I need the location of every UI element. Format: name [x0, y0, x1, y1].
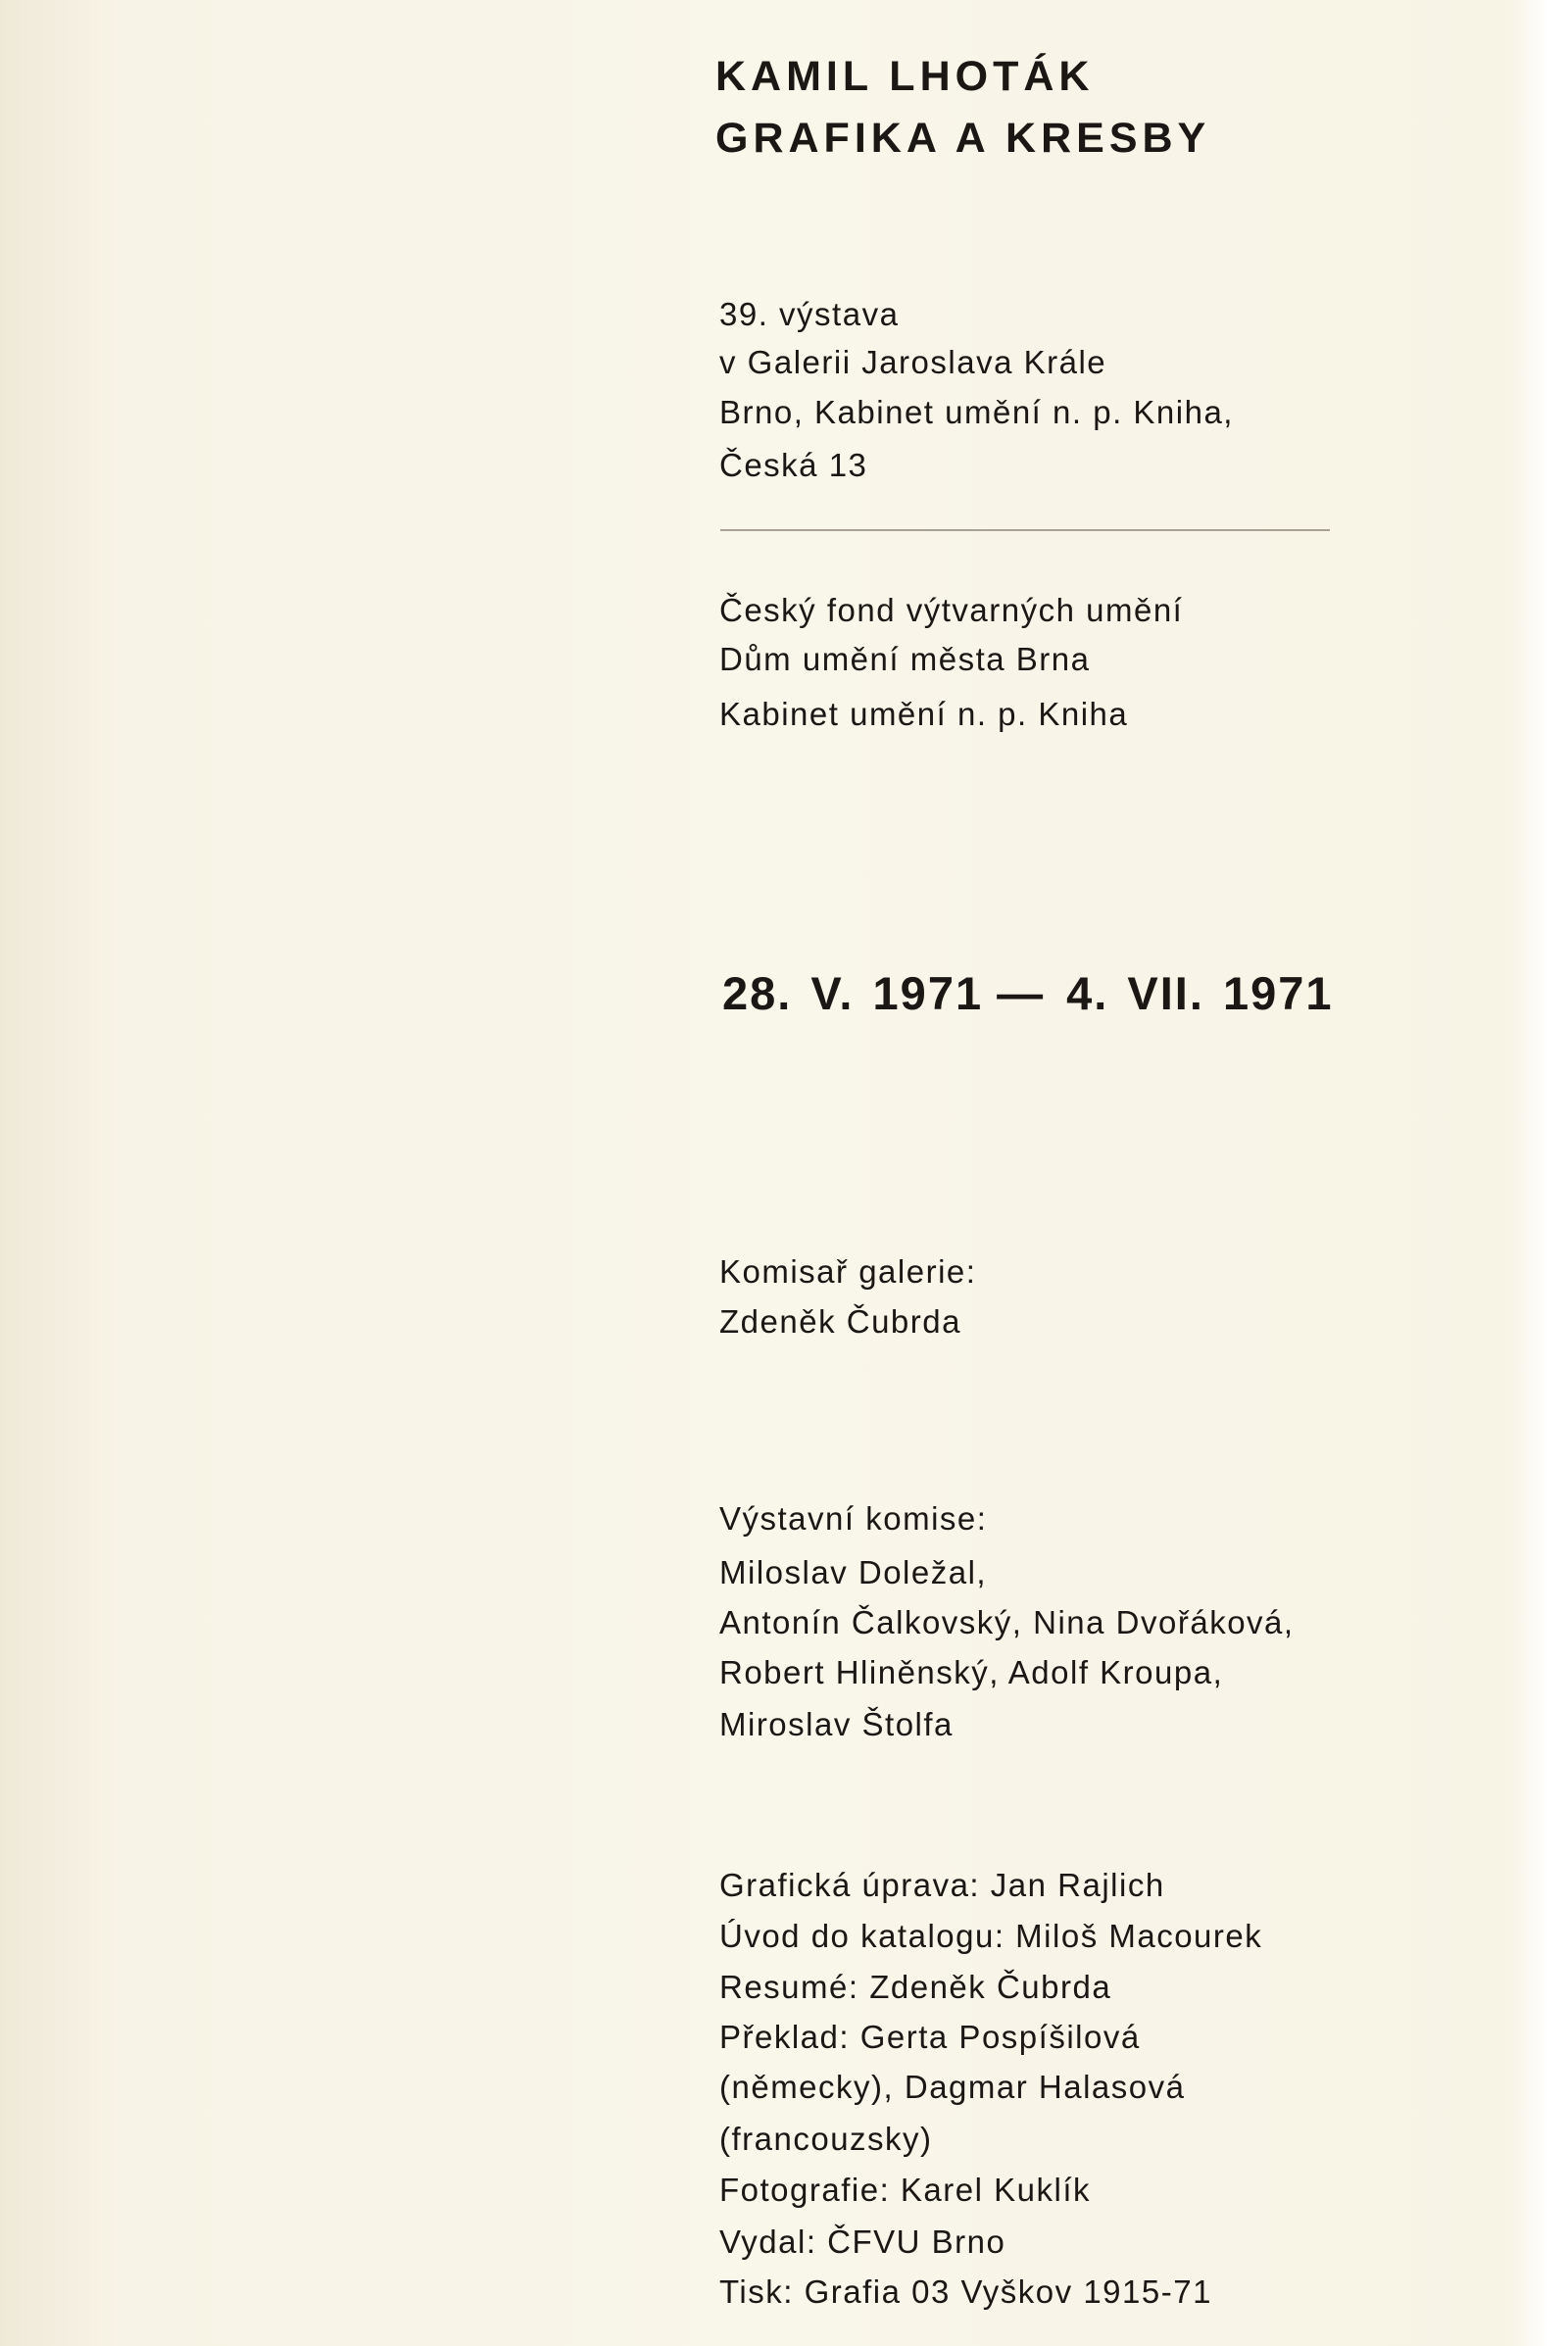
organizer-line: Kabinet umění n. p. Kniha — [719, 696, 1129, 732]
committee-line: Miroslav Štolfa — [719, 1706, 954, 1742]
committee-line: Robert Hliněnský, Adolf Kroupa, — [719, 1654, 1224, 1690]
exhibition-line: Brno, Kabinet umění n. p. Kniha, — [719, 394, 1234, 430]
commissioner-name: Zdeněk Čubrda — [719, 1303, 961, 1340]
date-separator: — — [997, 967, 1046, 1019]
date-start: 28. V. 1971 — [722, 967, 984, 1019]
credit-line: Překlad: Gerta Pospíšilová — [719, 2019, 1141, 2055]
credit-line: Úvod do katalogu: Miloš Macourek — [719, 1918, 1263, 1954]
committee-line: Miloslav Doležal, — [719, 1554, 988, 1590]
credit-line: Vydal: ČFVU Brno — [719, 2224, 1006, 2260]
date-end: 4. VII. 1971 — [1066, 967, 1334, 1019]
title-artist: KAMIL LHOTÁK — [715, 53, 1095, 100]
title-subtitle: GRAFIKA A KRESBY — [715, 115, 1211, 162]
committee-label: Výstavní komise: — [719, 1500, 988, 1537]
credit-line: Resumé: Zdeněk Čubrda — [719, 1969, 1112, 2005]
organizer-line: Český fond výtvarných umění — [719, 592, 1184, 628]
credit-line: Grafická úprava: Jan Rajlich — [719, 1867, 1165, 1903]
section-divider — [720, 529, 1330, 531]
credit-line: Fotografie: Karel Kuklík — [719, 2172, 1091, 2208]
exhibition-dates — [722, 967, 1334, 1019]
exhibition-line: 39. výstava — [719, 296, 900, 332]
committee-line: Antonín Čalkovský, Nina Dvořáková, — [719, 1604, 1295, 1640]
organizer-line: Dům umění města Brna — [719, 641, 1091, 677]
exhibition-line: Česká 13 — [719, 447, 868, 483]
credit-line: (německy), Dagmar Halasová — [719, 2069, 1186, 2105]
credit-line: Tisk: Grafia 03 Vyškov 1915-71 — [719, 2273, 1212, 2310]
credit-line: (francouzsky) — [719, 2121, 933, 2157]
commissioner-label: Komisař galerie: — [719, 1253, 977, 1290]
exhibition-line: v Galerii Jaroslava Krále — [719, 344, 1107, 380]
